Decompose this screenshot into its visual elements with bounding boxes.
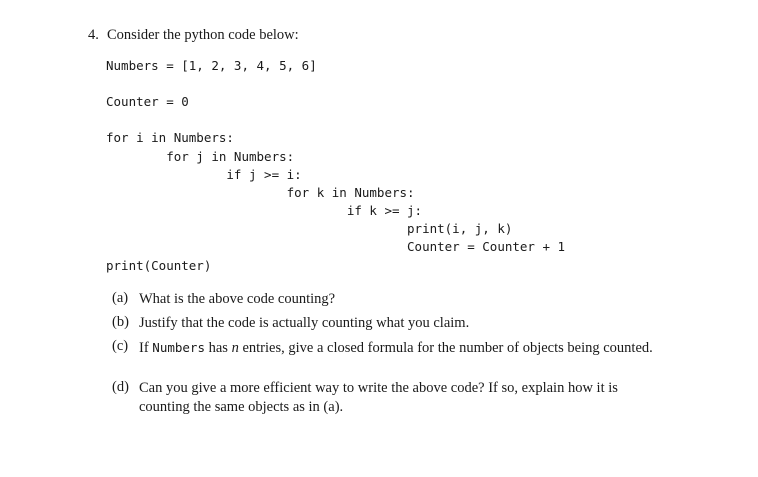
code-line-for-j: for j in Numbers: [106,149,295,164]
code-line-print-ijk: print(i, j, k) [106,221,513,236]
subquestion-c-code-word: Numbers [152,340,205,355]
code-line-for-k: for k in Numbers: [106,185,415,200]
code-line-counter-init: Counter = 0 [106,94,189,109]
subquestion-b-label: (b) [112,314,129,330]
subquestion-c-text-mid: has [204,340,232,356]
subquestion-c-variable: n [231,340,239,356]
code-line-if-k: if k >= j: [106,203,423,218]
code-line-counter-inc: Counter = Counter + 1 [106,239,566,254]
subquestion-d-label: (d) [112,379,129,395]
code-line-numbers: Numbers = [1, 2, 3, 4, 5, 6] [106,58,317,73]
question-number: 4. [88,27,99,43]
code-line-for-i: for i in Numbers: [106,130,234,145]
subquestion-c-text-after: entries, give a closed formula for the number of objects being counted. [238,340,653,356]
subquestion-d-text: Can you give a more efficient way to write the above code? If so, explain how it is counting the same objects as in (a). [139,380,618,415]
code-line-if-j: if j >= i: [106,167,302,182]
subquestion-a-label: (a) [112,290,129,306]
code-line-print-counter: print(Counter) [106,258,212,273]
subquestion-b-text: Justify that the code is actually counting what you claim. [139,315,470,331]
subquestion-a-text: What is the above code counting? [139,291,336,307]
subquestion-c-text [139,338,654,358]
question-intro: Consider the python code below: [107,27,299,43]
subquestion-c-label: (c) [112,338,129,354]
subquestion-c-text-before: If [139,340,153,356]
